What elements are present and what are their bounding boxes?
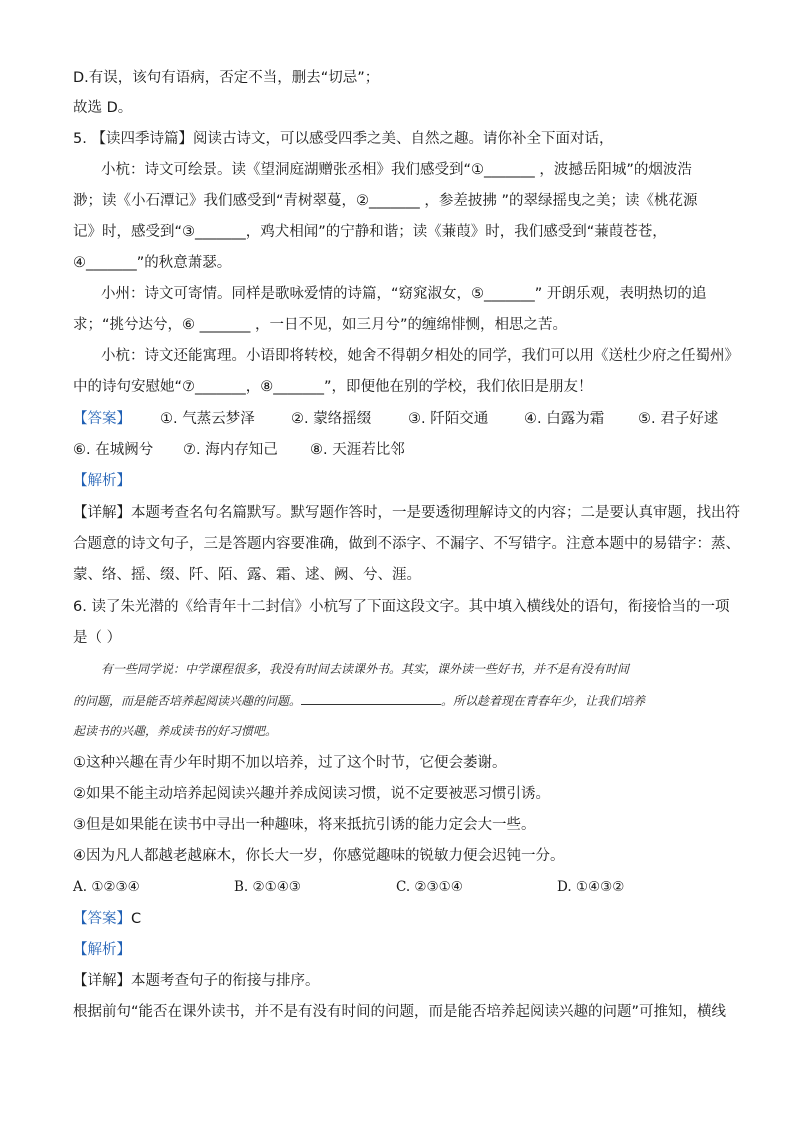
answer-item: ⑦. 海内存知己 (183, 442, 278, 458)
question-6-heading: 6. 读了朱光潜的《给青年十二封信》小杭写了下面这段文字。其中填入横线处的语句，衔接恰当的一项 (73, 599, 730, 615)
answer-item: ③. 阡陌交通 (408, 411, 489, 427)
choice-d: D. ①④③② (557, 879, 625, 895)
text-line: D.有误，该句有语病，否定不当，删去“切忌”； (73, 70, 380, 86)
answer-tag: 【答案】 (73, 411, 131, 427)
answer-line (73, 909, 733, 929)
detail-line: 【详解】本题考查句子的衔接与排序。 (73, 973, 320, 989)
question-6-heading: 是（ ） (73, 630, 122, 646)
sentence-option: ①这种兴趣在青少年时期不加以培养，过了这个时节，它便会萎谢。 (73, 755, 507, 771)
choice-a: A. ①②③④ (73, 879, 140, 895)
answer-item: ②. 蒙络摇缀 (291, 411, 372, 427)
dialogue-line: 求；“挑兮达兮，⑥ _______ ，一日不见，如三月兮”的缠绵悱恻，相思之苦。 (73, 317, 567, 333)
sentence-option: ③但是如果能在读书中寻出一种趣味，将来抵抗引诱的能力定会大一些。 (73, 817, 536, 833)
text-line: 故选 D。 (73, 100, 133, 116)
answer-item: ⑥. 在城阙兮 (73, 442, 154, 458)
sentence-option: ②如果不能主动培养起阅读兴趣并养成阅读习惯，说不定要被恶习惯引诱。 (73, 786, 550, 802)
detail-line: 蒙、络、摇、缀、阡、陌、露、霜、逑、阙、兮、涯。 (73, 567, 421, 583)
dialogue-line: 小州：诗文可寄情。同样是歌咏爱情的诗篇，“窈窕淑女，⑤_______” 开朗乐观，表明热切的追 (101, 286, 707, 302)
answer-item: ①. 气蒸云梦泽 (160, 411, 255, 427)
detail-line: 【详解】本题考查名句名篇默写。默写题作答时，一是要透彻理解诗文的内容；二是要认真审题，找出符 (73, 505, 740, 521)
answer-item: ⑤. 君子好逑 (638, 411, 719, 427)
answer-tag: 【答案】C (73, 911, 142, 927)
quoted-passage: 有一些同学说：中学课程很多，我没有时间去读课外书。其实，课外读一些好书，并不是有没有时间 (101, 662, 630, 676)
choice-b: B. ②①④③ (234, 879, 301, 895)
analysis-tag: 【解析】 (73, 473, 131, 489)
choice-c: C. ②③①④ (396, 879, 463, 895)
dialogue-line: 中的诗句安慰她“⑦_______，⑧_______”，即便他在别的学校，我们依旧是朋友！ (73, 379, 593, 395)
detail-line: 合题意的诗文句子，三是答题内容要准确，做到不添字、不漏字、不写错字。注意本题中的易错字：蒸、 (73, 536, 740, 552)
quoted-passage-part: 。所以趁着现在青春年少，让我们培养 (441, 694, 646, 708)
quoted-passage-part: 的问题，而是能否培养起阅读兴趣的问题。 (73, 694, 302, 708)
analysis-tag: 【解析】 (73, 942, 131, 958)
answer-item: ⑧. 天涯若比邻 (310, 442, 405, 458)
dialogue-line: 小杭：诗文还能寓理。小语即将转校，她舍不得朝夕相处的同学，我们可以用《送杜少府之任蜀州》 (101, 348, 739, 364)
sentence-option: ④因为凡人都越老越麻木，你长大一岁，你感觉趣味的锐敏力便会迟钝一分。 (73, 848, 565, 864)
quoted-passage: 起读书的兴趣，养成读书的好习惯吧。 (73, 724, 278, 738)
dialogue-line: 渺；读《小石潭记》我们感受到“青树翠蔓，②_______ ，参差披拂 ”的翠绿摇曳之美；读《桃花源 (73, 193, 698, 209)
question-5-heading: 5. 【读四季诗篇】阅读古诗文，可以感受四季之美、自然之趣。请你补全下面对话， (73, 131, 614, 147)
answer-item: ④. 白露为霜 (524, 411, 605, 427)
detail-line: 根据前句“能否在课外读书，并不是有没有时间的问题，而是能否培养起阅读兴趣的问题”可推知，横线 (73, 1004, 727, 1020)
fill-blank (301, 690, 441, 705)
dialogue-line: ④_______”的秋意萧瑟。 (73, 255, 232, 271)
dialogue-line: 小杭：诗文可绘景。读《望洞庭湖赠张丞相》我们感受到“①_______ ，波撼岳阳城”的烟波浩 (101, 162, 692, 178)
dialogue-line: 记》时，感受到“③_______，鸡犬相闻”的宁静和谐；读《蒹葭》时，我们感受到“蒹葭苍苍， (73, 224, 667, 240)
quoted-passage (73, 690, 693, 711)
